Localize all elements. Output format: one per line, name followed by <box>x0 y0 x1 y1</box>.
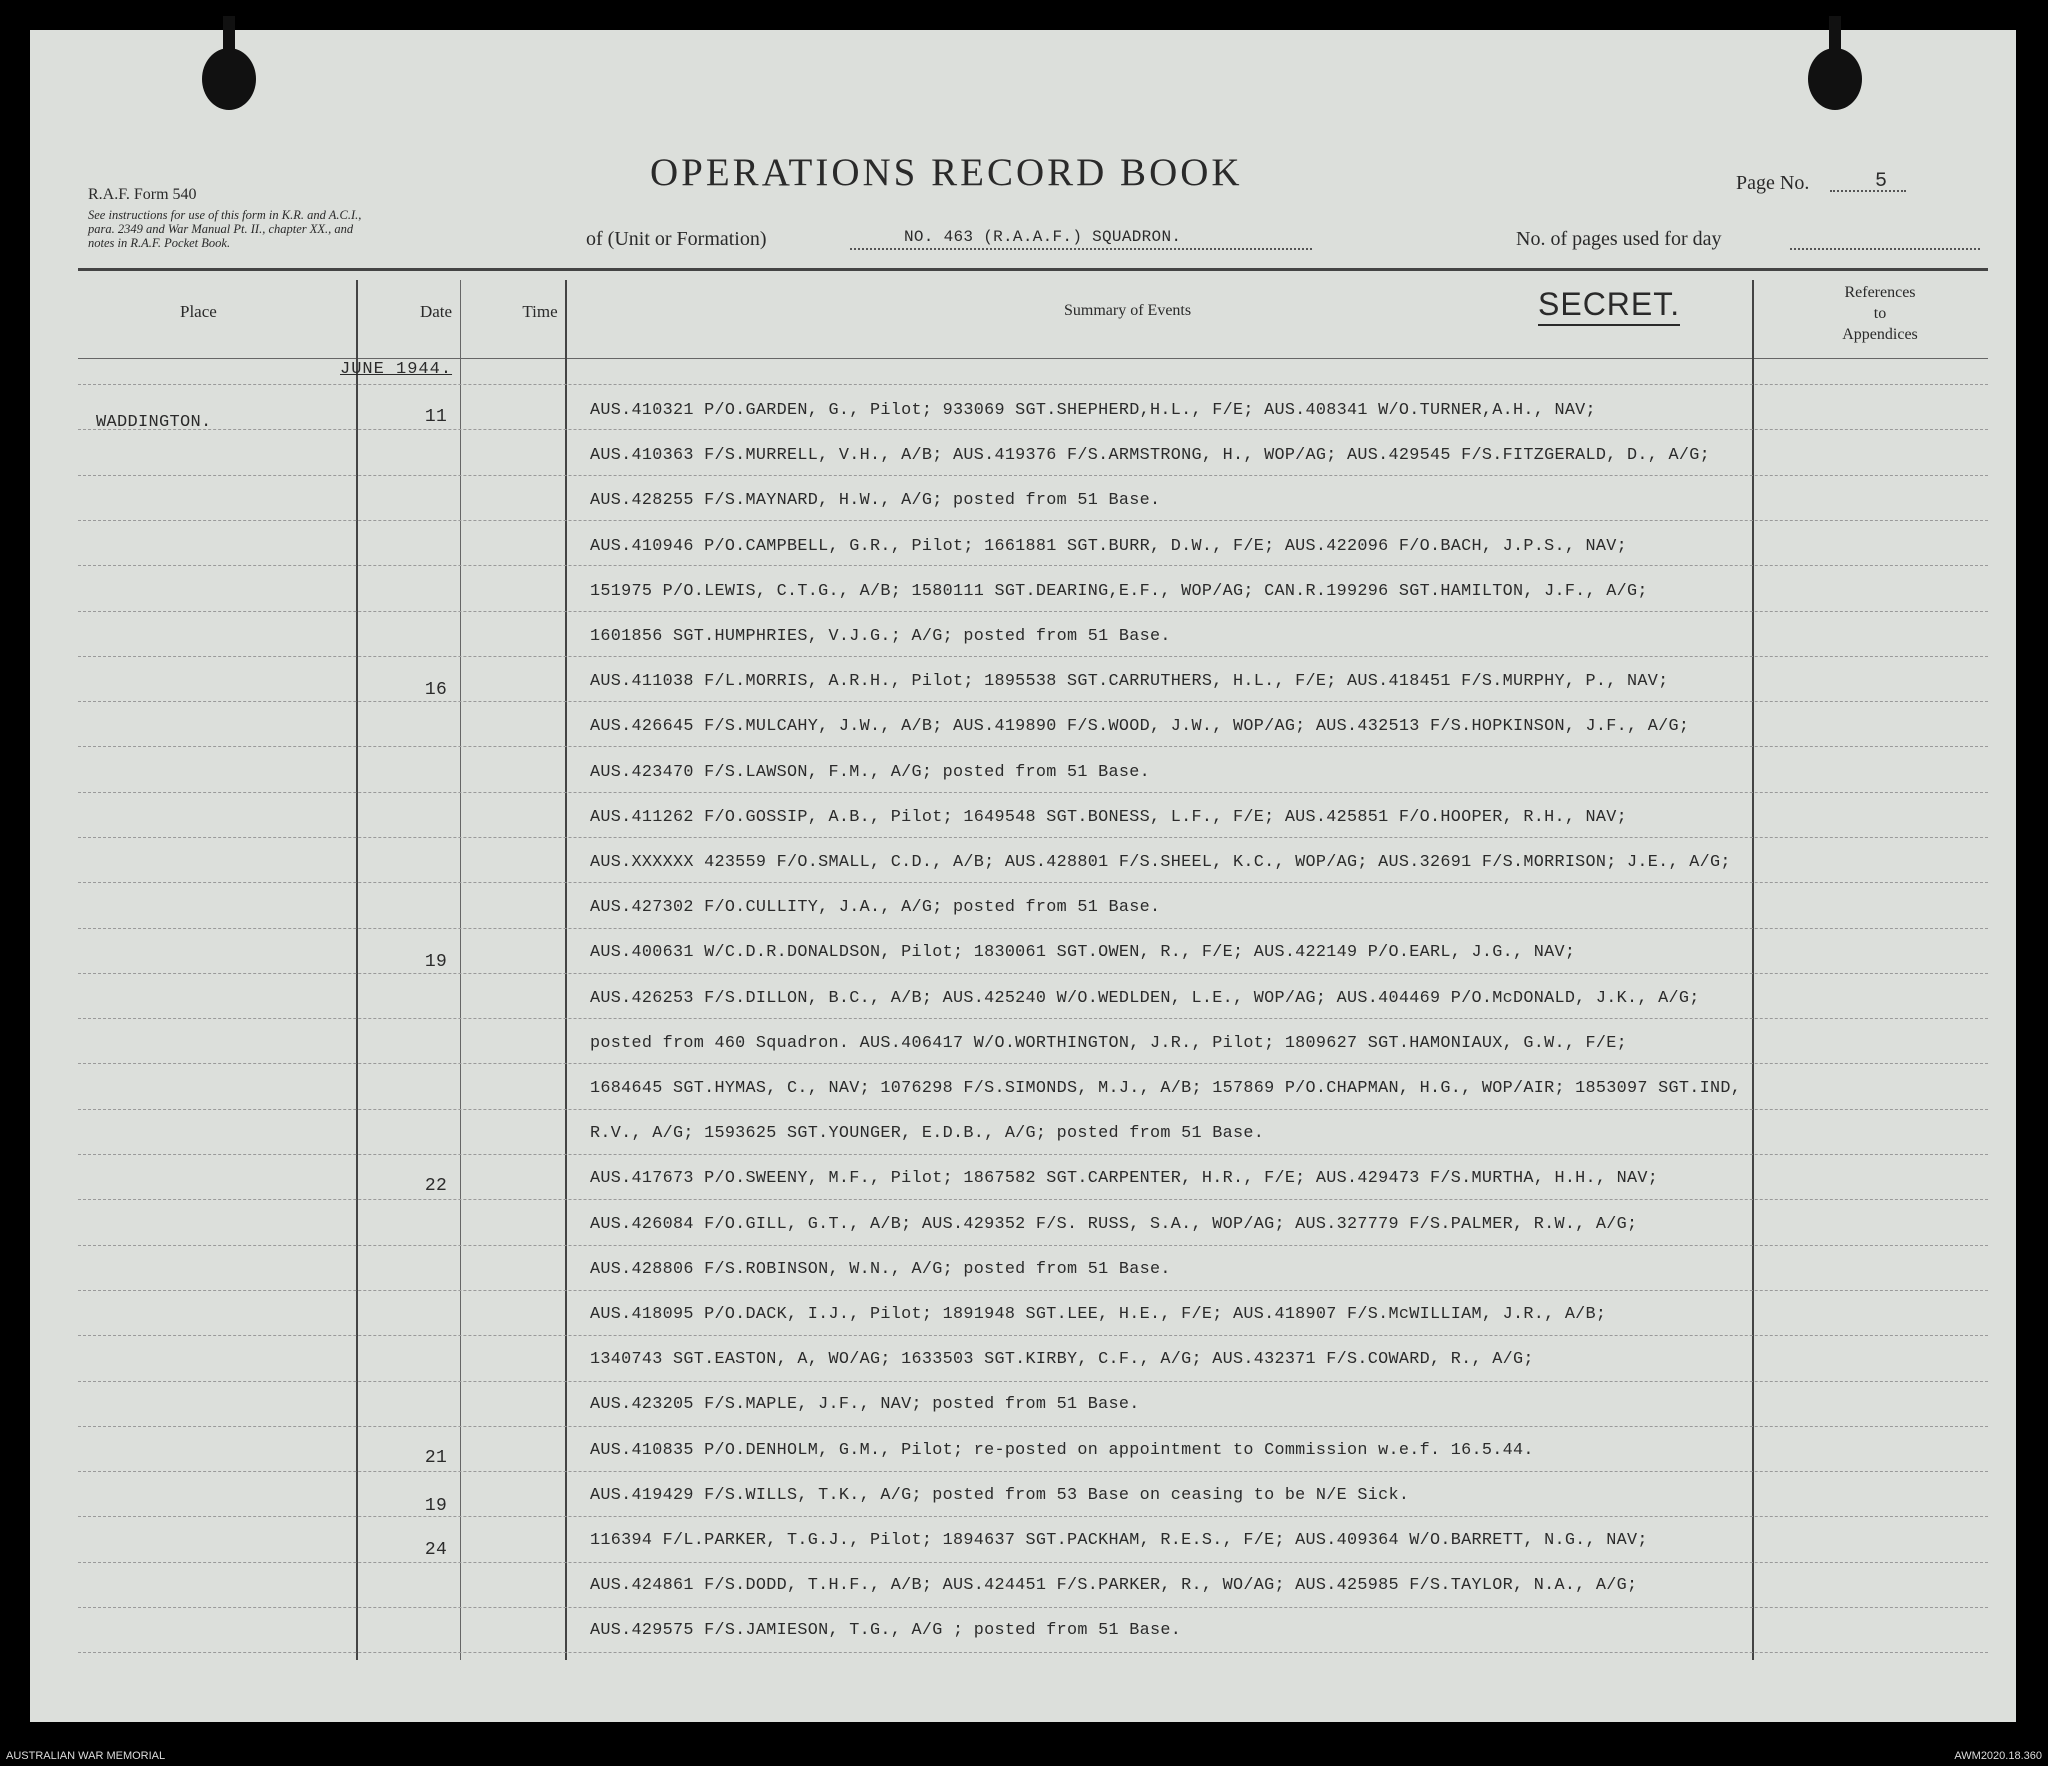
ruled-line <box>78 475 1988 476</box>
unit-label: of (Unit or Formation) <box>586 228 767 250</box>
ruled-line <box>78 792 1988 793</box>
event-entry-line: AUS.428255 F/S.MAYNARD, H.W., A/G; posted from 51 Base. <box>590 491 1161 510</box>
ruled-lines <box>78 30 1988 1722</box>
column-header-references: References to Appendices <box>1842 284 1918 343</box>
place-entry: WADDINGTON. <box>96 413 212 432</box>
event-entry-line: AUS.400631 W/C.D.R.DONALDSON, Pilot; 1830061 SGT.OWEN, R., F/E; AUS.422149 P/O.EARL, J.G., NAV; <box>590 943 1576 962</box>
event-entry-line: AUS.417673 P/O.SWEENY, M.F., Pilot; 1867582 SGT.CARPENTER, H.R., F/E; AUS.429473 F/S.MURTHA, H.H., NAV; <box>590 1169 1659 1188</box>
ruled-line <box>78 837 1988 838</box>
ruled-line <box>78 1199 1988 1200</box>
ruled-line <box>78 1335 1988 1336</box>
event-entry-line: AUS.427302 F/O.CULLITY, J.A., A/G; posted from 51 Base. <box>590 898 1161 917</box>
event-entry-line: AUS.410321 P/O.GARDEN, G., Pilot; 933069 SGT.SHEPHERD,H.L., F/E; AUS.408341 W/O.TURNER,A.H., NAV; <box>590 401 1596 420</box>
ruled-line <box>78 565 1988 566</box>
event-entry-line: 151975 P/O.LEWIS, C.T.G., A/B; 1580111 SGT.DEARING,E.F., WOP/AG; CAN.R.199296 SGT.HAMILTON, J.F., A/G; <box>590 582 1648 601</box>
ruled-line <box>78 1381 1988 1382</box>
date-entry: 11 <box>424 407 448 427</box>
event-entry-line: AUS.410835 P/O.DENHOLM, G.M., Pilot; re-posted on appointment to Commission w.e.f. 16.5.44. <box>590 1441 1534 1460</box>
ruled-line <box>78 1154 1988 1155</box>
event-entry-line: AUS.410363 F/S.MURRELL, V.H., A/B; AUS.419376 F/S.ARMSTRONG, H., WOP/AG; AUS.429545 F/S.FITZGERALD, D., A/G; <box>590 446 1711 465</box>
form-number: R.A.F. Form 540 <box>88 186 197 203</box>
date-entry: 16 <box>424 680 448 700</box>
record-sheet <box>30 30 2016 1722</box>
event-entry-line: R.V., A/G; 1593625 SGT.YOUNGER, E.D.B., A/G; posted from 51 Base. <box>590 1124 1265 1143</box>
secret-stamp: SECRET. <box>1538 286 1680 326</box>
date-entry: 22 <box>424 1176 448 1196</box>
ruled-line <box>78 1063 1988 1064</box>
ruled-line <box>78 1018 1988 1019</box>
column-header-date: Date <box>419 302 453 321</box>
event-entry-line: AUS.429575 F/S.JAMIESON, T.G., A/G ; posted from 51 Base. <box>590 1621 1182 1640</box>
ruled-line <box>78 1607 1988 1608</box>
event-entry-line: posted from 460 Squadron. AUS.406417 W/O.WORTHINGTON, J.R., Pilot; 1809627 SGT.HAMONIAUX, G.W., F/E; <box>590 1034 1628 1053</box>
ruled-line <box>78 520 1988 521</box>
page-number-value: 5 <box>1875 170 1888 193</box>
ruled-line <box>78 1562 1988 1563</box>
event-entry-line: AUS.411038 F/L.MORRIS, A.R.H., Pilot; 1895538 SGT.CARRUTHERS, H.L., F/E; AUS.418451 F/S.MURPHY, P., NAV; <box>590 672 1669 691</box>
ruled-line <box>78 1652 1988 1653</box>
event-entry-line: AUS.410946 P/O.CAMPBELL, G.R., Pilot; 1661881 SGT.BURR, D.W., F/E; AUS.422096 F/O.BACH, J.P.S., NAV; <box>590 537 1628 556</box>
ruled-line <box>78 384 1988 385</box>
event-entry-line: AUS.XXXXXX 423559 F/O.SMALL, C.D., A/B; AUS.428801 F/S.SHEEL, K.C., WOP/AG; AUS.32691 F/S.MORRISON; J.E., A/G; <box>590 853 1731 872</box>
date-entry: 19 <box>424 1496 448 1516</box>
event-entry-line: AUS.426084 F/O.GILL, G.T., A/B; AUS.429352 F/S. RUSS, S.A., WOP/AG; AUS.327779 F/S.PALMER, R.W., A/G; <box>590 1215 1638 1234</box>
ruled-line <box>78 928 1988 929</box>
column-header-summary: Summary of Events <box>1064 302 1192 319</box>
footer-reference: AWM2020.18.360 <box>1954 1750 2042 1762</box>
ruled-line <box>78 656 1988 657</box>
ruled-line <box>78 1109 1988 1110</box>
ruled-line <box>78 1471 1988 1472</box>
date-entry: 21 <box>424 1448 448 1468</box>
event-entry-line: 1601856 SGT.HUMPHRIES, V.J.G.; A/G; posted from 51 Base. <box>590 627 1171 646</box>
event-entry-line: AUS.411262 F/O.GOSSIP, A.B., Pilot; 1649548 SGT.BONESS, L.F., F/E; AUS.425851 F/O.HOOPER, R.H., NAV; <box>590 808 1628 827</box>
event-entry-line: AUS.424861 F/S.DODD, T.H.F., A/B; AUS.424451 F/S.PARKER, R., WO/AG; AUS.425985 F/S.TAYLOR, N.A., A/G; <box>590 1576 1638 1595</box>
ruled-line <box>78 1516 1988 1517</box>
event-entry-line: 1340743 SGT.EASTON, A, WO/AG; 1633503 SGT.KIRBY, C.F., A/G; AUS.432371 F/S.COWARD, R., A/G; <box>590 1350 1534 1369</box>
footer-source: AUSTRALIAN WAR MEMORIAL <box>6 1750 166 1762</box>
event-entry-line: 116394 F/L.PARKER, T.G.J., Pilot; 1894637 SGT.PACKHAM, R.E.S., F/E; AUS.409364 W/O.BARRETT, N.G., NAV; <box>590 1531 1648 1550</box>
date-entry: 19 <box>424 952 448 972</box>
ruled-line <box>78 882 1988 883</box>
ruled-line <box>78 973 1988 974</box>
event-entry-line: 1684645 SGT.HYMAS, C., NAV; 1076298 F/S.SIMONDS, M.J., A/B; 157869 P/O.CHAPMAN, H.G., WOP/AIR; 1853097 SGT.IND, <box>590 1079 1742 1098</box>
column-header-place: Place <box>180 302 217 321</box>
form-instructions: See instructions for use of this form in K.R. and A.C.I., para. 2349 and War Manual Pt. II., chapter XX., and notes in R.A.F. Pocket Book. <box>88 208 362 250</box>
month-heading: JUNE 1944. <box>340 360 453 379</box>
unit-value: NO. 463 (R.A.A.F.) SQUADRON. <box>904 228 1182 246</box>
ruled-line <box>78 611 1988 612</box>
ruled-line <box>78 1245 1988 1246</box>
column-header-time: Time <box>522 302 558 321</box>
ruled-line <box>78 1426 1988 1427</box>
ruled-line <box>78 746 1988 747</box>
page-title: OPERATIONS RECORD BOOK <box>650 151 1243 194</box>
ruled-line <box>78 429 1988 430</box>
event-entry-line: AUS.418095 P/O.DACK, I.J., Pilot; 1891948 SGT.LEE, H.E., F/E; AUS.418907 F/S.McWILLIAM, J.R., A/B; <box>590 1305 1607 1324</box>
event-entry-line: AUS.419429 F/S.WILLS, T.K., A/G; posted from 53 Base on ceasing to be N/E Sick. <box>590 1486 1410 1505</box>
ruled-line <box>78 701 1988 702</box>
page-number-label: Page No. <box>1736 172 1810 194</box>
event-entry-line: AUS.426253 F/S.DILLON, B.C., A/B; AUS.425240 W/O.WEDLDEN, L.E., WOP/AG; AUS.404469 P/O.McDONALD, J.K., A/G; <box>590 989 1700 1008</box>
event-entry-line: AUS.423205 F/S.MAPLE, J.F., NAV; posted from 51 Base. <box>590 1395 1140 1414</box>
pages-used-label: No. of pages used for day <box>1516 228 1722 250</box>
ruled-line <box>78 1290 1988 1291</box>
date-entry: 24 <box>424 1540 448 1560</box>
event-entry-line: AUS.423470 F/S.LAWSON, F.M., A/G; posted from 51 Base. <box>590 763 1151 782</box>
event-entry-line: AUS.428806 F/S.ROBINSON, W.N., A/G; posted from 51 Base. <box>590 1260 1171 1279</box>
event-entry-line: AUS.426645 F/S.MULCAHY, J.W., A/B; AUS.419890 F/S.WOOD, J.W., WOP/AG; AUS.432513 F/S.HOPKINSON, J.F., A/G; <box>590 717 1690 736</box>
